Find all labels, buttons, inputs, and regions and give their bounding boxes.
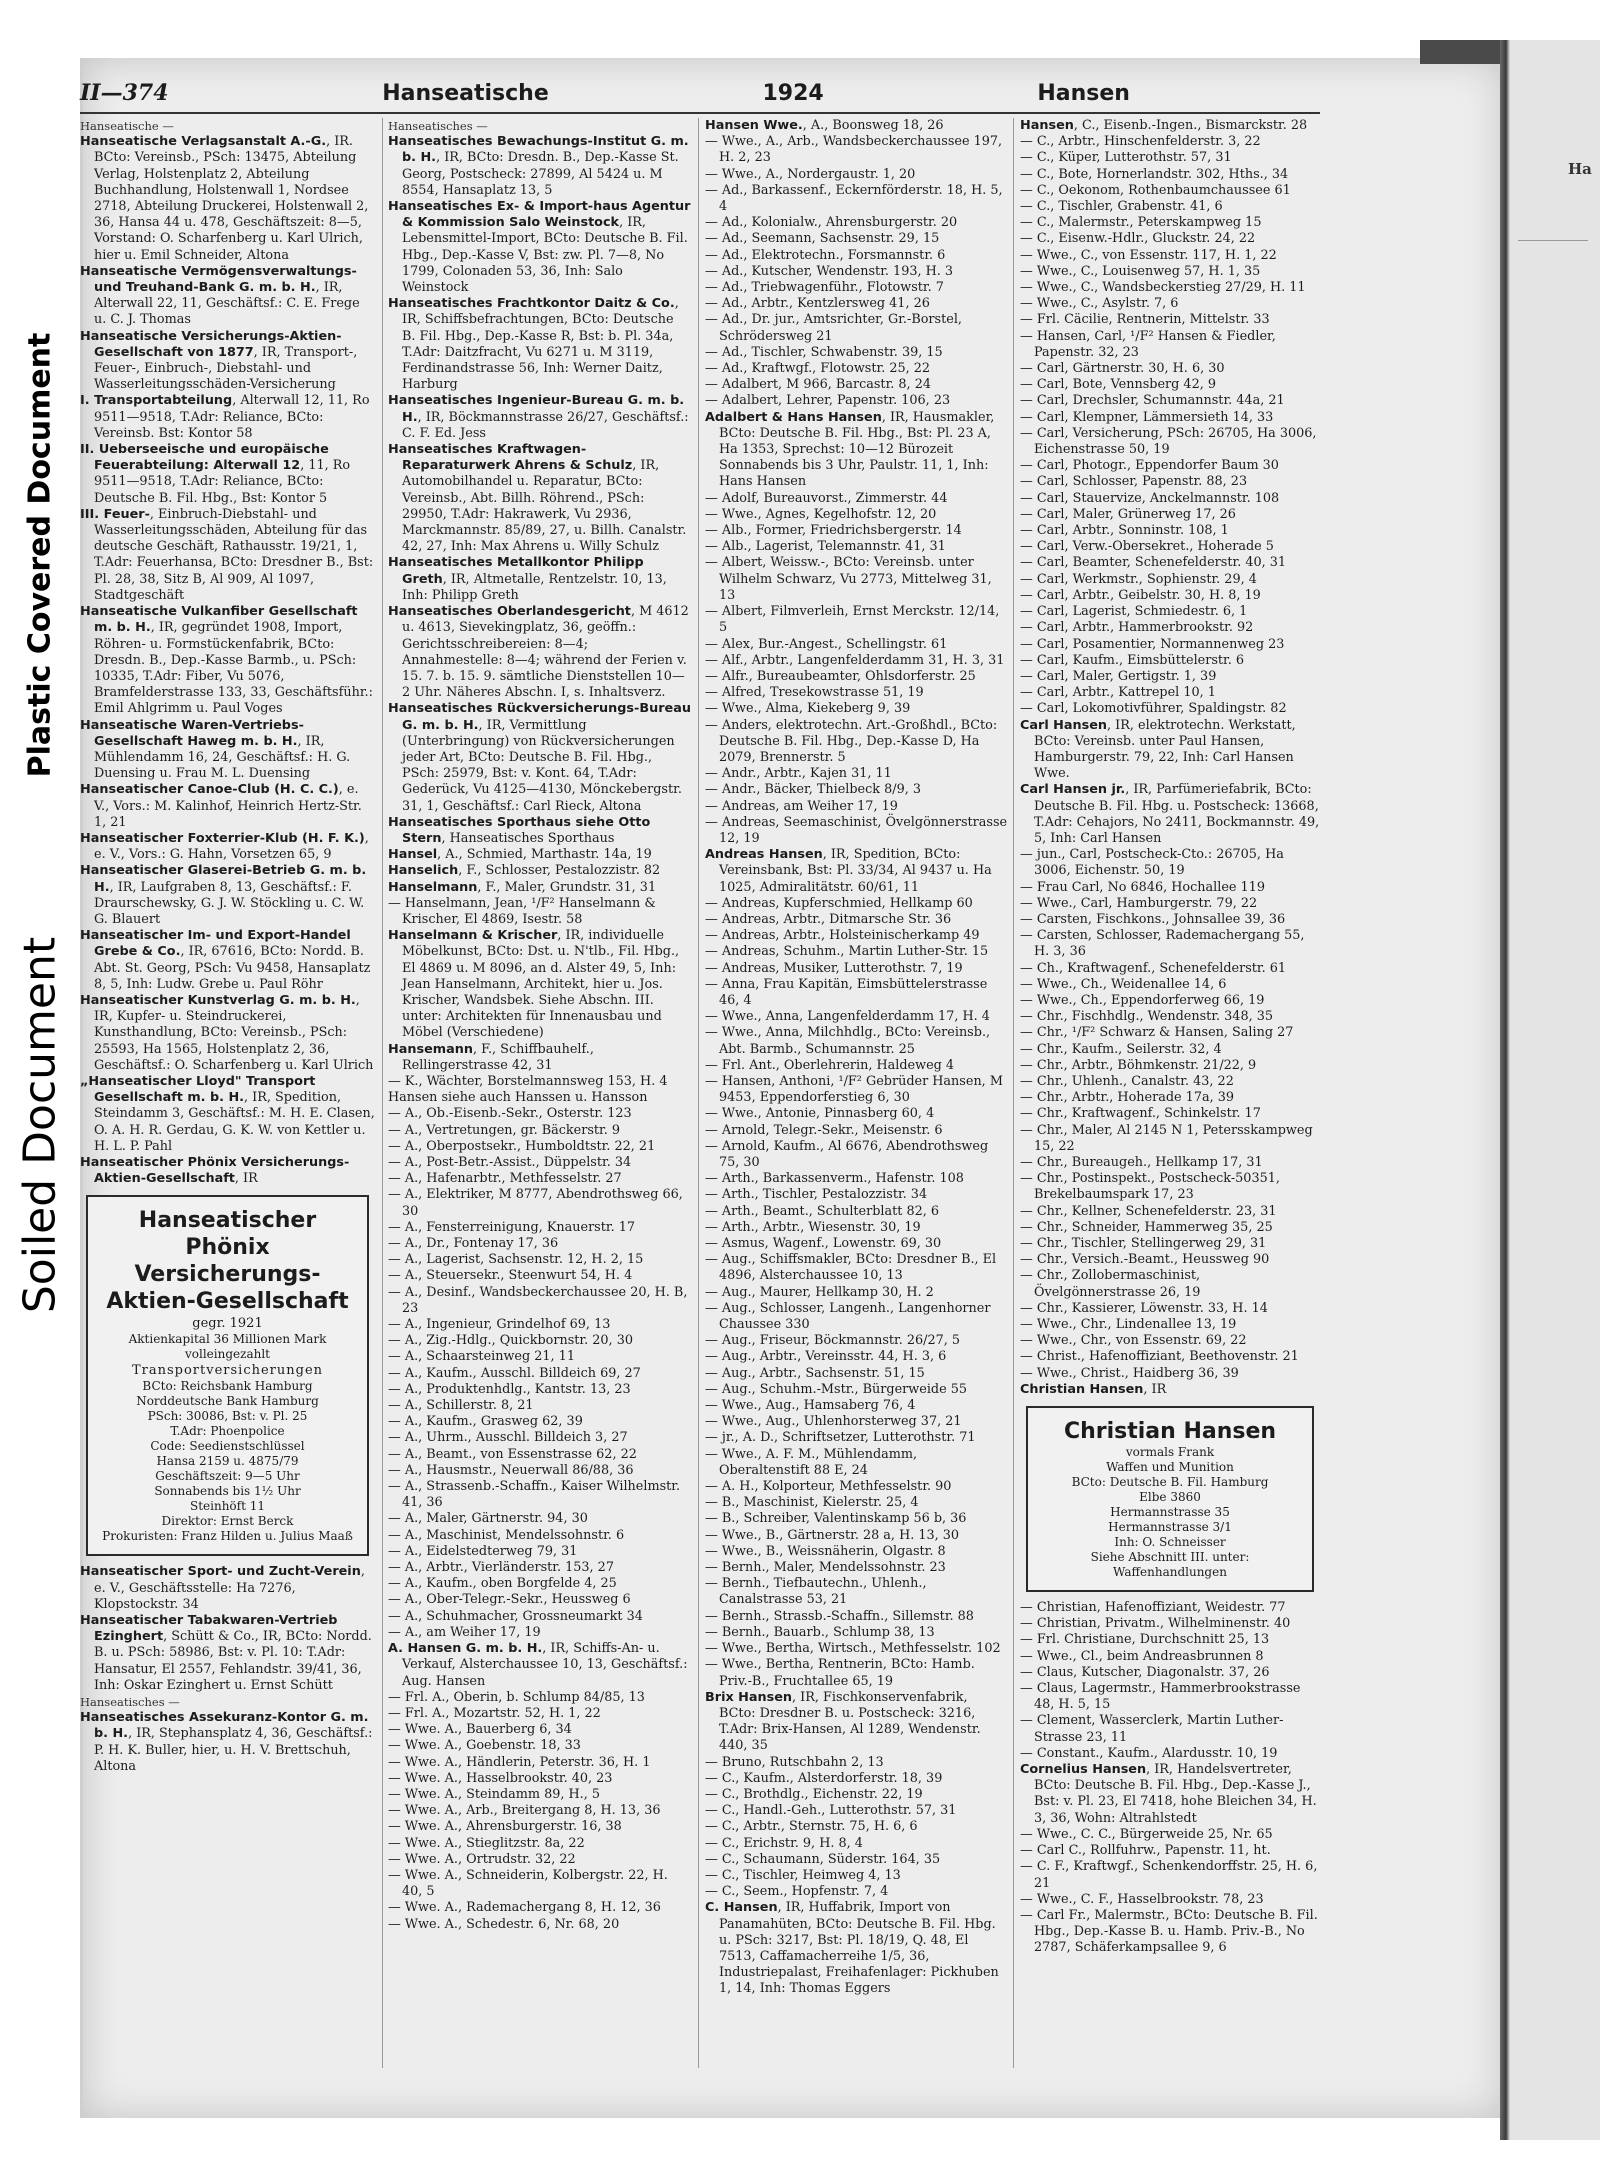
directory-entry: — Andreas, Arbtr., Ditmarsche Str. 36	[705, 911, 952, 927]
directory-entry: — Albert, Weissw.-, BCto: Vereinsb. unter Wilhelm Schwarz, Vu 2773, Mittelweg 31, 13	[705, 555, 992, 603]
directory-entry: C. Hansen, IR, Huffabrik, Import von Panamahüten, BCto: Deutsche B. Fil. Hbg. u. PSch: 3217, Bst: Pl. 18/19, Q. 48, El 7513, Caffamacherreihe 1/5, 36, Industriepalast, Freihafenlager: Pickhuben 1, 14, Inh: Thomas Eggers	[705, 1900, 999, 1997]
directory-entry: — Ad., Arbtr., Kentzlersweg 41, 26	[705, 296, 930, 312]
directory-entry: — Chr., Bureaugeh., Hellkamp 17, 31	[1020, 1155, 1263, 1170]
directory-entry: III. Feuer-, Einbruch-Diebstahl- und Wasserleitungsschäden, Abteilung für das deutsche Geschäft, Rathausstr. 19/21, 1, T.Adr: Feuerhansa, BCto: Dresdner B., Bst: Pl. 28, 38, Sitz B, Al 909, Al 1097, Stadtgeschäft	[80, 506, 374, 603]
directory-entry: Hanseatisches Ingenieur-Bureau G. m. b. H., IR, Böckmannstrasse 26/27, Geschäftsf.: C. F. Ed. Jess	[388, 393, 689, 441]
directory-entry: II. Ueberseeische und europäische Feuerabteilung: Alterwall 12, 11, Ro 9511—9518, T.Adr: Reliance, BCto: Deutsche B. Fil. Hbg., Bst: Kontor 5	[80, 442, 351, 506]
directory-entry: Hanseatisches —	[80, 1695, 180, 1710]
directory-entry: — Christ., Hafenoffiziant, Beethovenstr. 21	[1020, 1349, 1299, 1365]
directory-entry: — Aug., Schuhm.-Mstr., Bürgerweide 55	[705, 1381, 968, 1397]
directory-entry: Hanseatisches Rückversicherungs-Bureau G. m. b. H., IR, Vermittlung (Unterbringung) von Rückversicherungen jeder Art, BCto: Deutsche B. Fil. Hbg., PSch: 25979, Bst: v. Kont. 64, T.Adr: Gederück, Vu 4125—4130, Mönckebergstr. 31, 1, Geschäftsf.: Carl Rieck, Altona	[388, 701, 691, 814]
directory-entry: — Chr., Kraftwagenf., Schinkelstr. 17	[1020, 1106, 1261, 1122]
directory-entry: — Alf., Arbtr., Langenfelderdamm 31, H. 3, 31	[705, 652, 1005, 668]
directory-entry: — Bernh., Strassb.-Schaffn., Sillemstr. 88	[705, 1608, 974, 1624]
christian-hansen-advertisement	[1026, 1406, 1314, 1592]
directory-entry: — Andreas, am Weiher 17, 19	[705, 798, 898, 814]
directory-entry: — C., Oekonom, Rothenbaumchaussee 61	[1020, 182, 1291, 198]
directory-entry: — Bernh., Tiefbautechn., Uhlenh., Canalstrasse 53, 21	[705, 1576, 927, 1608]
directory-entry: — Carsten, Schlosser, Rademachergang 55, H. 3, 36	[1020, 928, 1305, 960]
directory-entry: — Chr., Uhlenh., Canalstr. 43, 22	[1020, 1073, 1234, 1089]
directory-entry: — Carl C., Rollfuhrw., Papenstr. 11, ht.	[1020, 1843, 1271, 1859]
directory-entry: — Andr., Arbtr., Kajen 31, 11	[705, 766, 892, 782]
directory-entry: — C., Handl.-Geh., Lutterothstr. 57, 31	[705, 1803, 957, 1819]
directory-entry: — C. F., Kraftwgf., Schenkendorffstr. 25, H. 6, 21	[1020, 1859, 1318, 1891]
directory-entry: — Arth., Barkassenverm., Hafenstr. 108	[705, 1171, 964, 1187]
directory-entry: — A., Ingenieur, Grindelhof 69, 13	[388, 1317, 611, 1333]
ad-line: T.Adr: Phoenpolice	[170, 1424, 285, 1439]
directory-entry: — Adolf, Bureauvorst., Zimmerstr. 44	[705, 490, 948, 506]
directory-entry: — Andreas, Kupferschmied, Hellkamp 60	[705, 895, 973, 911]
directory-entry: — A., Beamt., von Essenstrasse 62, 22	[388, 1446, 637, 1462]
directory-entry: Hanseatische Vulkanfiber Gesellschaft m. b. H., IR, gegründet 1908, Import, Röhren- u. Formstückenfabrik, BCto: Dresdn. B., Dep.-Kasse Barmb., u. PSch: 10335, T.Adr: Fiber, Vu 5076, Bramfelderstrasse 133, 33, Geschäftsführ.: Emil Ahlgrimm u. Paul Voges	[80, 604, 373, 717]
directory-entry: — Carl, Gärtnerstr. 30, H. 6, 30	[1020, 361, 1225, 377]
directory-entry: — Bernh., Maler, Mendelssohnstr. 23	[705, 1560, 946, 1576]
ad-lines	[96, 1379, 359, 1544]
directory-entry: — Wwe., C., Asylstr. 7, 6	[1020, 296, 1179, 312]
directory-entry: — Chr., Zollobermaschinist, Övelgönnerstrasse 26, 19	[1020, 1268, 1201, 1300]
directory-entry: — Carl, Posamentier, Normannenweg 23	[1020, 636, 1285, 652]
directory-entry: — Ad., Tischler, Schwabenstr. 39, 15	[705, 344, 943, 360]
directory-entry: — Chr., Arbtr., Hoherade 17a, 39	[1020, 1090, 1235, 1106]
directory-entry: — A., Dr., Fontenay 17, 36	[388, 1236, 559, 1252]
ad-line: Hansa 2159 u. 4875/79	[156, 1454, 299, 1469]
column-1-entries-continued	[80, 1564, 375, 1775]
soiled-document-label: Soiled Document	[14, 936, 66, 1314]
directory-entry: — Wwe., B., Gärtnerstr. 28 a, H. 13, 30	[705, 1527, 960, 1543]
column-4-entries-continued	[1020, 1600, 1320, 1956]
directory-entry: Hanseatisches Kraftwagen-Reparaturwerk Ahrens & Schulz, IR, Automobilhandel u. Reparatur, BCto: Vereinsb., Abt. Billh. Röhrend., PSch: 29950, T.Adr: Hakrawerk, Vu 2936, Marckmannstr. 85/89, 27, u. Billh. Canalstr. 42, 27, Inh: Max Ahrens u. Willy Schulz	[388, 442, 687, 555]
directory-entry: — Ch., Kraftwagenf., Schenefelderstr. 61	[1020, 960, 1287, 976]
directory-entry: — Clement, Wasserclerk, Martin Luther-Strasse 23, 11	[1020, 1713, 1284, 1745]
directory-entry: Hanseatisches Ex- & Import-haus Agentur & Kommission Salo Weinstock, IR, Lebensmittel-Import, BCto: Deutsche B. Fil. Hbg., Dep.-Kasse V, Bst: zw. Pl. 7—8, No 1799, Colonaden 53, 36, Inh: Salo Weinstock	[388, 199, 691, 296]
directory-entry: — C., Arbtr., Hinschenfelderstr. 3, 22	[1020, 134, 1261, 150]
directory-entry: — A., Kaufm., Ausschl. Billdeich 69, 27	[388, 1365, 641, 1381]
directory-entry: — A., Hafenarbtr., Methfesselstr. 27	[388, 1171, 622, 1187]
directory-entry: — C., Küper, Lutterothstr. 57, 31	[1020, 150, 1232, 166]
directory-entry: Hanseatischer Canoe-Club (H. C. C.), e. V., Vors.: M. Kalinhof, Heinrich Hertz-Str. 1, 21	[80, 782, 362, 830]
directory-entry: — Anna, Frau Kapitän, Eimsbüttelerstrasse 46, 4	[705, 976, 988, 1008]
directory-entry: Christian Hansen, IR	[1020, 1381, 1167, 1397]
directory-entry: — Wwe., Antonie, Pinnasberg 60, 4	[705, 1106, 935, 1122]
directory-entry: — Hanselmann, Jean, ¹/F² Hanselmann & Krischer, El 4869, Isestr. 58	[388, 895, 656, 927]
directory-entry: — Arth., Beamt., Schulterblatt 82, 6	[705, 1203, 940, 1219]
directory-entry: — C., Brothdlg., Eichenstr. 22, 19	[705, 1786, 923, 1802]
directory-entry: — Asmus, Wagenf., Lowenstr. 69, 30	[705, 1236, 942, 1252]
side-labels	[0, 0, 80, 2177]
directory-entry: — A., Kaufm., oben Borgfelde 4, 25	[388, 1576, 617, 1592]
directory-entry: — Aug., Arbtr., Sachsenstr. 51, 15	[705, 1365, 925, 1381]
directory-entry: — Chr., Arbtr., Böhmkenstr. 21/22, 9	[1020, 1057, 1257, 1073]
directory-entry: — A., Desinf., Wandsbeckerchaussee 20, H. B, 23	[388, 1284, 688, 1316]
column-4	[1020, 118, 1320, 2078]
ad-capital: Aktienkapital 36 Millionen Mark volleingezahlt	[128, 1332, 327, 1362]
directory-entry: — A. H., Kolporteur, Methfesselstr. 90	[705, 1479, 952, 1495]
directory-entry: — Arnold, Telegr.-Sekr., Meisenstr. 6	[705, 1122, 943, 1138]
directory-entry: — Christian, Hafenoffiziant, Weidestr. 77	[1020, 1600, 1286, 1616]
ad-line: Steinhöft 11	[189, 1499, 265, 1514]
directory-entry: — Carl, Kaufm., Eimsbüttelerstr. 6	[1020, 652, 1245, 668]
directory-entry: — Carl, Schlosser, Papenstr. 88, 23	[1020, 474, 1248, 490]
directory-entry: — Arth., Arbtr., Wiesenstr. 30, 19	[705, 1219, 921, 1235]
directory-entry: — Andreas, Schuhm., Martin Luther-Str. 15	[705, 944, 989, 960]
directory-entry: — A., Steuersekr., Steenwurt 54, H. 4	[388, 1268, 633, 1284]
ad-line: Prokuristen: Franz Hilden u. Julius Maaß	[102, 1529, 353, 1544]
next-page-edge	[1500, 40, 1600, 2140]
directory-entry: — Carl, Versicherung, PSch: 26705, Ha 3006, Eichenstrasse 50, 19	[1020, 425, 1317, 458]
directory-entry: — Alfr., Bureaubeamter, Ohlsdorferstr. 25	[705, 668, 976, 684]
directory-entry: — Arth., Tischler, Pestalozzistr. 34	[705, 1187, 928, 1203]
directory-entry: — Wwe., Cl., beim Andreasbrunnen 8	[1020, 1648, 1264, 1664]
directory-entry: — Frl. A., Mozartstr. 52, H. 1, 22	[388, 1705, 601, 1721]
column-2-entries	[388, 118, 691, 1933]
directory-entry: Hanseatisches Bewachungs-Institut G. m. b. H., IR, BCto: Dresdn. B., Dep.-Kasse St. Georg, Postscheck: 27899, Al 5424 u. M 8554, Hansaplatz 13, 5	[388, 134, 689, 198]
directory-entry: Hanseatische Waren-Vertriebs-Gesellschaft Haweg m. b. H., IR, Mühlendamm 16, 24, Geschäftsf.: H. G. Duensing u. Frau M. L. Duensing	[80, 717, 351, 782]
directory-entry: Carl Hansen, IR, elektrotechn. Werkstatt, BCto: Vereinsb. unter Paul Hansen, Hamburgerstr. 79, 22, Inh: Carl Hansen Wwe.	[1020, 717, 1296, 782]
directory-entry: — B., Schreiber, Valentinskamp 56 b, 36	[705, 1511, 967, 1527]
directory-entry: — Wwe., A. F. M., Mühlendamm, Oberaltenstift 88 E, 24	[705, 1446, 918, 1478]
directory-entry: — Wwe., Alma, Kiekeberg 9, 39	[705, 701, 911, 717]
directory-entry: — C., Tischler, Heimweg 4, 13	[705, 1867, 901, 1883]
directory-entry: — A., Elektriker, M 8777, Abendrothsweg 66, 30	[388, 1187, 683, 1219]
directory-entry: — Bernh., Bauarb., Schlump 38, 13	[705, 1624, 935, 1640]
directory-entry: — Carl, Maler, Gertigstr. 1, 39	[1020, 668, 1217, 684]
directory-entry: — Wwe., C., Louisenweg 57, H. 1, 35	[1020, 263, 1261, 279]
directory-entry: Cornelius Hansen, IR, Handelsvertreter, BCto: Deutsche B. Fil. Hbg., Dep.-Kasse J., Bst: v. Pl. 23, El 7418, hohe Bleichen 34, H. 3, 36, Wohn: Altrahlstedt	[1020, 1762, 1317, 1826]
directory-entry: Hanseatischer Tabakwaren-Vertrieb Ezinghert, Schütt & Co., IR, BCto: Nordd. B. u. PSch: 58986, Bst: v. Pl. 10: T.Adr: Hansatur, El 2557, Fehlandstr. 39/41, 36, Inh: Oskar Ezinghert u. Ernst Schütt	[80, 1613, 372, 1693]
directory-entry: — A., Post-Betr.-Assist., Düppelstr. 34	[388, 1155, 632, 1170]
directory-entry: — Wwe., C., Wandsbeckerstieg 27/29, H. 11	[1020, 280, 1306, 296]
directory-entry: — Frl. Christiane, Durchschnitt 25, 13	[1020, 1632, 1270, 1648]
column-divider	[1013, 118, 1014, 2068]
directory-entry: Hanseatisches Sporthaus siehe Otto Stern, Hanseatisches Sporthaus	[388, 814, 651, 846]
directory-entry: Hanseatische —	[80, 119, 174, 133]
directory-entry: A. Hansen G. m. b. H., IR, Schiffs-An- u. Verkauf, Alsterchaussee 10, 13, Geschäftsf.: Aug. Hansen	[388, 1641, 688, 1689]
plastic-covered-label: Plastic Covered Document	[22, 332, 58, 778]
directory-entry: — Wwe., C. F., Hasselbrookstr. 78, 23	[1020, 1891, 1264, 1907]
ad-line: BCto: Reichsbank Hamburg	[142, 1379, 313, 1394]
ad-line: PSch: 30086, Bst: v. Pl. 25	[147, 1409, 308, 1424]
directory-entry: — C., Eisenw.-Hdlr., Gluckstr. 24, 22	[1020, 231, 1256, 247]
directory-entry: Hanseatisches Assekuranz-Kontor G. m. b. H., IR, Stephansplatz 4, 36, Geschäftsf.: P. H. K. Buller, hier, u. H. V. Brettschuh, Altona	[80, 1710, 373, 1774]
directory-entry: I. Transportabteilung, Alterwall 12, 11, Ro 9511—9518, T.Adr: Reliance, BCto: Vereinsb. Bst: Kontor 58	[80, 393, 370, 441]
page-header	[80, 80, 1130, 106]
directory-entry: — Wwe. A., Rademachergang 8, H. 12, 36	[388, 1900, 661, 1916]
directory-entry: — A., Produktenhdlg., Kantstr. 13, 23	[388, 1381, 631, 1397]
header-left-word: Hanseatische	[382, 81, 549, 106]
ad-title: Hanseatischer Phönix Versicherungs-Aktien-Gesellschaft	[106, 1208, 349, 1315]
directory-entry: — A., Schillerstr. 8, 21	[388, 1398, 534, 1414]
directory-entry: — Wwe., Bertha, Rentnerin, BCto: Hamb. Priv.-B., Fruchtallee 65, 19	[705, 1657, 975, 1689]
directory-entry: — Ad., Kutscher, Wendenstr. 193, H. 3	[705, 263, 954, 279]
directory-entry: — Bruno, Rutschbahn 2, 13	[705, 1754, 884, 1770]
directory-entry: — Carl, Werkmstr., Sophienstr. 29, 4	[1020, 571, 1257, 587]
directory-entry: — Wwe., Ch., Weidenallee 14, 6	[1020, 976, 1227, 992]
directory-entry: — A., Schaarsteinweg 21, 11	[388, 1349, 575, 1365]
directory-entry: — Chr., Maler, Al 2145 N 1, Petersskampweg 15, 22	[1020, 1122, 1313, 1154]
directory-entry: — Ad., Triebwagenführ., Flotowstr. 7	[705, 280, 944, 296]
directory-entry: — Ad., Elektrotechn., Forsmannstr. 6	[705, 247, 946, 263]
directory-entry: — C., Erichstr. 9, H. 8, 4	[705, 1835, 863, 1851]
directory-entry: — Carl, Arbtr., Geibelstr. 30, H. 8, 19	[1020, 587, 1261, 603]
ad2-lines	[1036, 1445, 1304, 1580]
next-page-peek: Ha	[1568, 160, 1592, 178]
directory-entry: Hansen, C., Eisenb.-Ingen., Bismarckstr. 28	[1020, 118, 1308, 133]
directory-entry: — Ad., Dr. jur., Amtsrichter, Gr.-Borstel, Schrödersweg 21	[705, 312, 962, 344]
directory-entry: — C., Arbtr., Sternstr. 75, H. 6, 6	[705, 1819, 918, 1835]
directory-entry: — C., Schaumann, Süderstr. 164, 35	[705, 1851, 941, 1867]
ad-kind: Transportversicherungen	[131, 1363, 324, 1379]
directory-entry: Hanseatisches Frachtkontor Daitz & Co., IR, Schiffsbefrachtungen, BCto: Deutsche B. Fil. Hbg., Dep.-Kasse R, Bst: b. Pl. 34a, T.Adr: Daitzfracht, Vu 6271 u. M 3119, Ferdinandstrasse 56, Inh: Werner Daitz, Harburg	[388, 296, 679, 393]
directory-entry: — Wwe., Christ., Haidberg 36, 39	[1020, 1365, 1239, 1381]
ad-founded: gegr. 1921	[192, 1316, 263, 1332]
directory-entry: — Ad., Kraftwgf., Flotowstr. 25, 22	[705, 361, 931, 377]
directory-entry: — Chr., Kaufm., Seilerstr. 32, 4	[1020, 1041, 1222, 1057]
directory-entry: — Wwe. A., Goebenstr. 18, 33	[388, 1738, 581, 1754]
ad-line: Code: Seedienstschlüssel	[150, 1439, 305, 1454]
directory-entry: Hansel, A., Schmied, Marthastr. 14a, 19	[388, 847, 652, 863]
column-divider	[698, 118, 699, 2068]
directory-entry: — A., Schuhmacher, Grossneumarkt 34	[388, 1608, 643, 1624]
directory-entry: — A., Lagerist, Sachsenstr. 12, H. 2, 15	[388, 1252, 644, 1268]
directory-entry: — jr., A. D., Schriftsetzer, Lutterothstr. 71	[705, 1430, 976, 1446]
directory-entry: — Wwe., Anna, Milchhdlg., BCto: Vereinsb., Abt. Barmb., Schumannstr. 25	[705, 1025, 991, 1057]
directory-entry: Hansemann, F., Schiffbauhelf., Rellingerstrasse 42, 31	[388, 1041, 594, 1073]
directory-entry: — Wwe., C. C., Bürgerweide 25, Nr. 65	[1020, 1826, 1273, 1842]
directory-entry: — C., Kaufm., Alsterdorferstr. 18, 39	[705, 1770, 943, 1786]
directory-entry: — Alb., Former, Friedrichsbergerstr. 14	[705, 523, 962, 539]
directory-entry: Hanselmann, F., Maler, Grundstr. 31, 31	[388, 879, 657, 895]
directory-entry: — Frl. Cäcilie, Rentnerin, Mittelstr. 33	[1020, 312, 1270, 328]
directory-entry: — A., Kaufm., Grasweg 62, 39	[388, 1414, 583, 1430]
directory-entry: — B., Maschinist, Kielerstr. 25, 4	[705, 1495, 919, 1511]
directory-entry: — Wwe. A., Händlerin, Peterstr. 36, H. 1	[388, 1754, 651, 1770]
directory-entry: — Carl, Verw.-Obersekret., Hoherade 5	[1020, 539, 1274, 555]
directory-entry: „Hanseatischer Lloyd" Transport Gesellschaft m. b. H., IR, Spedition, Steindamm 3, Geschäftsf.: M. H. E. Clasen, O. A. H. R. Gerdau, G. K. W. von Kettler u. H. L. P. Pahl	[80, 1073, 375, 1154]
directory-entry: — Wwe., Bertha, Wirtsch., Methfesselstr. 102	[705, 1641, 1001, 1657]
directory-entry: Hanseatische Vermögensverwaltungs- und Treuhand-Bank G. m. b. H., IR, Alterwall 22, 11, Geschäftsf.: C. E. Frege u. C. J. Thomas	[80, 263, 360, 328]
directory-entry: Hanseatisches Oberlandesgericht, M 4612 u. 4613, Sievekingplatz, 36, geöffn.: Gerichtsschreibereien: 8—4; Annahmestelle: 8—4; während der Ferien v. 15. 7. b. 15. 9. sämtliche Dienststellen 10—2 Uhr. Näheres Abschn. I, s. Inhaltsverz.	[388, 604, 689, 701]
directory-entry: — Andreas, Seemaschinist, Övelgönnerstrasse 12, 19	[705, 814, 1008, 846]
directory-entry: — Wwe., Aug., Hamsaberg 76, 4	[705, 1398, 916, 1414]
column-3-entries	[705, 118, 1008, 1998]
directory-entry: — Wwe., A., Nordergaustr. 1, 20	[705, 166, 916, 182]
directory-entry: — Adalbert, Lehrer, Papenstr. 106, 23	[705, 393, 951, 409]
directory-entry: — Wwe., C., von Essenstr. 117, H. 1, 22	[1020, 247, 1277, 263]
column-2	[388, 118, 691, 2078]
column-1-entries	[80, 118, 375, 1187]
directory-entry: — Ad., Kolonialw., Ahrensburgerstr. 20	[705, 215, 958, 231]
directory-entry: — Chr., Postinspekt., Postscheck-50351, Brekelbaumspark 17, 23	[1020, 1171, 1280, 1203]
directory-entry: Hanseatische Versicherungs-Aktien-Gesellschaft von 1877, IR, Transport-, Feuer-, Einbruch-, Diebstahl- und Wasserleitungsschäden-Versicherung	[80, 328, 358, 393]
directory-entry: — A., Fensterreinigung, Knauerstr. 17	[388, 1219, 636, 1235]
directory-entry: — Wwe., Aug., Uhlenhorsterweg 37, 21	[705, 1414, 962, 1430]
ad-line: Geschäftszeit: 9—5 Uhr	[155, 1469, 300, 1484]
ad-line: vormals Frank	[1125, 1445, 1215, 1460]
directory-entry: — C., Tischler, Grabenstr. 41, 6	[1020, 199, 1223, 215]
directory-entry: — Chr., Schneider, Hammerweg 35, 25	[1020, 1219, 1273, 1235]
directory-entry: — Wwe., A., Arb., Wandsbeckerchaussee 197, H. 2, 23	[705, 134, 1003, 166]
directory-entry: — Albert, Filmverleih, Ernst Merckstr. 12/14, 5	[705, 604, 1000, 636]
directory-entry: — Arnold, Kaufm., Al 6676, Abendrothsweg 75, 30	[705, 1138, 989, 1170]
directory-entry: Hanseatischer Glaserei-Betrieb G. m. b. H., IR, Laufgraben 8, 13, Geschäftsf.: F. Draurschewsky, G. J. W. Stöckling u. C. W. G. Blauert	[80, 863, 367, 927]
directory-entry: — A., am Weiher 17, 19	[388, 1624, 541, 1640]
directory-entry: — Carl, Maler, Grünerweg 17, 26	[1020, 506, 1236, 522]
directory-entry: Andreas Hansen, IR, Spedition, BCto: Vereinsbank, Bst: Pl. 33/34, Al 9437 u. Ha 1025, Admiralitätstr. 60/61, 11	[705, 847, 992, 895]
directory-entry: — Chr., ¹/F² Schwarz & Hansen, Saling 27	[1020, 1025, 1294, 1041]
directory-entry: — Aug., Schiffsmakler, BCto: Dresdner B., El 4896, Alsterchaussee 10, 13	[705, 1252, 997, 1284]
directory-entry: — Aug., Friseur, Böckmannstr. 26/27, 5	[705, 1333, 961, 1349]
directory-entry: — Wwe. A., Schedestr. 6, Nr. 68, 20	[388, 1916, 620, 1932]
directory-entry: Hanseatischer Phönix Versicherungs-Aktien-Gesellschaft, IR	[80, 1155, 350, 1187]
directory-entry: — C., Seem., Hopfenstr. 7, 4	[705, 1884, 889, 1900]
header-rule	[80, 112, 1320, 114]
directory-entry: — Carl, Photogr., Eppendorfer Baum 30	[1020, 458, 1279, 474]
directory-entry: — A., Vertretungen, gr. Bäckerstr. 9	[388, 1122, 621, 1138]
directory-entry: — Aug., Arbtr., Vereinsstr. 44, H. 3, 6	[705, 1349, 947, 1365]
directory-entry: — Wwe. A., Schneiderin, Kolbergstr. 22, H. 40, 5	[388, 1867, 668, 1900]
ad-line: Hermannstrasse 35	[1110, 1505, 1230, 1520]
directory-entry: — Wwe. A., Stieglitzstr. 8a, 22	[388, 1835, 585, 1851]
ad-line: Sonnabends bis 1½ Uhr	[154, 1484, 301, 1499]
directory-entry: — A., Ob.-Eisenb.-Sekr., Osterstr. 123	[388, 1106, 632, 1122]
directory-entry: Hanseatischer Foxterrier-Klub (H. F. K.), e. V., Vors.: G. Hahn, Vorsetzen 65, 9	[80, 830, 369, 863]
ad-line: Direktor: Ernst Berck	[161, 1514, 294, 1529]
directory-entry: — Adalbert, M 966, Barcastr. 8, 24	[705, 377, 931, 393]
directory-entry: — Wwe. A., Ortrudstr. 32, 22	[388, 1851, 576, 1867]
directory-entry: Hanselich, F., Schlosser, Pestalozzistr. 82	[388, 863, 661, 879]
column-divider	[382, 118, 383, 2068]
column-4-entries	[1020, 118, 1320, 1398]
directory-entry: — Wwe. A., Arb., Breitergang 8, H. 13, 36	[388, 1803, 661, 1819]
ad-line: Norddeutsche Bank Hamburg	[136, 1394, 319, 1409]
directory-entry: — Wwe. A., Steindamm 89, H., 5	[388, 1786, 601, 1802]
ad-line: Siehe Abschnitt III. unter: Waffenhandlungen	[1090, 1550, 1250, 1580]
directory-entry: — Wwe., Agnes, Kegelhofstr. 12, 20	[705, 506, 937, 522]
header-year: 1924	[762, 81, 824, 106]
directory-entry: — Wwe., Ch., Eppendorferweg 66, 19	[1020, 992, 1265, 1008]
column-1	[80, 118, 375, 2078]
directory-entry: — A., Maler, Gärtnerstr. 94, 30	[388, 1511, 588, 1527]
directory-entry: — A., Oberpostsekr., Humboldtstr. 22, 21	[388, 1138, 656, 1154]
directory-entry: — A., Eidelstedterweg 79, 31	[388, 1543, 578, 1559]
directory-entry: — Claus, Lagermstr., Hammerbrookstrasse 48, H. 5, 15	[1020, 1681, 1301, 1713]
directory-entry: — Wwe. A., Hasselbrookstr. 40, 23	[388, 1770, 613, 1786]
directory-entry: — Carl Fr., Malermstr., BCto: Deutsche B. Fil. Hbg., Dep.-Kasse B. u. Hamb. Priv.-B., No 2787, Schäferkampsallee 9, 6	[1020, 1907, 1318, 1956]
directory-entry: — A., Uhrm., Ausschl. Billdeich 3, 27	[388, 1430, 628, 1446]
directory-entry: — Aug., Schlosser, Langenh., Langenhorner Chaussee 330	[705, 1300, 991, 1333]
directory-entry: Carl Hansen jr., IR, Parfümeriefabrik, BCto: Deutsche B. Fil. Hbg. u. Postscheck: 13668, T.Adr: Cehajors, No 2411, Bockmannstr. 49, 5, Inh: Carl Hansen	[1020, 782, 1320, 846]
directory-entry: — Chr., Kellner, Schenefelderstr. 23, 31	[1020, 1203, 1277, 1219]
directory-entry: Hanseatische Verlagsanstalt A.-G., IR. BCto: Vereinsb., PSch: 13475, Abteilung Verlag, Holstenplatz 2, Abteilung Buchhandlung, Holstenwall 1, Nordsee 2718, Abteilung Druckerei, Holstenwall 2, 36, Hansa 44 u. 478, Geschäftszeit: 8—5, Vorstand: O. Scharfenberg u. Karl Ulrich, hier u. Emil Schneider, Altona	[80, 134, 369, 263]
directory-entry: Adalbert & Hans Hansen, IR, Hausmakler, BCto: Deutsche B. Fil. Hbg., Bst: Pl. 23 A, Ha 1353, Sprechst: 10—12 Bürozeit Sonnabends bis 3 Uhr, Paulstr. 11, 1, Inh: Hans Hansen	[705, 409, 995, 490]
directory-entry: — Wwe., B., Weissnäherin, Olgastr. 8	[705, 1543, 946, 1559]
directory-entry: — A., Ober-Telegr.-Sekr., Heussweg 6	[388, 1592, 631, 1608]
directory-entry: — Andreas, Musiker, Lutterothstr. 7, 19	[705, 960, 963, 976]
directory-entry: — C., Malermstr., Peterskampweg 15	[1020, 215, 1262, 231]
directory-entry: — Alfred, Tresekowstrasse 51, 19	[705, 685, 924, 701]
ad-line: Inh: O. Schneisser	[1114, 1535, 1226, 1550]
directory-entry: — Hansen, Carl, ¹/F² Hansen & Fiedler, Papenstr. 32, 23	[1020, 328, 1276, 360]
directory-entry: — Alex, Bur.-Angest., Schellingstr. 61	[705, 636, 948, 652]
directory-entry: — Christian, Privatm., Wilhelminenstr. 40	[1020, 1616, 1291, 1632]
ad2-title: Christian Hansen	[1063, 1419, 1277, 1445]
directory-entry: Hanseatischer Sport- und Zucht-Verein, e. V., Geschäftsstelle: Ha 7276, Klopstockstr. 34	[80, 1564, 365, 1612]
directory-entry: — Claus, Kutscher, Diagonalstr. 37, 26	[1020, 1664, 1270, 1680]
directory-entry: — Frl. Ant., Oberlehrerin, Haldeweg 4	[705, 1057, 955, 1073]
directory-entry: — A., Hausmstr., Neuerwall 86/88, 36	[388, 1462, 634, 1478]
directory-entry: — Wwe., Chr., Lindenallee 13, 19	[1020, 1317, 1237, 1333]
directory-entry: — Carl, Arbtr., Sonninstr. 108, 1	[1020, 523, 1229, 539]
directory-entry: — Hansen, Anthoni, ¹/F² Gebrüder Hansen, M 9453, Eppendorferstieg 6, 30	[705, 1073, 1003, 1106]
directory-entry: — Wwe., Chr., von Essenstr. 69, 22	[1020, 1333, 1247, 1349]
directory-entry: — Aug., Maurer, Hellkamp 30, H. 2	[705, 1284, 934, 1300]
directory-entry: — Andreas, Arbtr., Holsteinischerkamp 49	[705, 928, 980, 944]
directory-entry: — Carsten, Fischkons., Johnsallee 39, 36	[1020, 911, 1286, 927]
directory-entry: — A., Maschinist, Mendelssohnstr. 6	[388, 1527, 625, 1543]
column-3	[705, 118, 1008, 2078]
directory-entry: — jun., Carl, Postscheck-Cto.: 26705, Ha 3006, Eichenstr. 50, 19	[1020, 847, 1284, 879]
directory-entry: — Wwe. A., Bauerberg 6, 34	[388, 1722, 572, 1738]
directory-entry: — Chr., Tischler, Stellingerweg 29, 31	[1020, 1236, 1267, 1252]
directory-entry: — Chr., Kassierer, Löwenstr. 33, H. 14	[1020, 1300, 1268, 1316]
directory-entry: — Wwe., Anna, Langenfelderdamm 17, H. 4	[705, 1009, 990, 1025]
page-number: II—374	[80, 80, 169, 106]
directory-entry: — Wwe., Carl, Hamburgerstr. 79, 22	[1020, 895, 1258, 911]
directory-entry: — Carl, Beamter, Schenefelderstr. 40, 31	[1020, 555, 1287, 571]
phoenix-advertisement	[86, 1195, 369, 1556]
directory-entry: — A., Strassenb.-Schaffn., Kaiser Wilhelmstr. 41, 36	[388, 1479, 681, 1511]
directory-entry: — Anders, elektrotechn. Art.-Großhdl., BCto: Deutsche B. Fil. Hbg., Dep.-Kasse D, Ha 2079, Brennerstr. 5	[705, 717, 998, 765]
ad-line: BCto: Deutsche B. Fil. Hamburg	[1071, 1475, 1269, 1490]
directory-entry: — Frl. A., Oberin, b. Schlump 84/85, 13	[388, 1689, 645, 1705]
directory-entry: Hansen siehe auch Hanssen u. Hansson	[388, 1090, 648, 1106]
directory-entry: — Chr., Fischhdlg., Wendenstr. 348, 35	[1020, 1009, 1274, 1025]
directory-entry: — Alb., Lagerist, Telemannstr. 41, 31	[705, 539, 946, 555]
directory-entry: — Carl, Stauervize, Anckelmannstr. 108	[1020, 490, 1280, 506]
directory-entry: — Constant., Kaufm., Alardusstr. 10, 19	[1020, 1745, 1278, 1761]
directory-entry: — Ad., Barkassenf., Eckernförderstr. 18, H. 5, 4	[705, 182, 1003, 215]
directory-entry: Hansen Wwe., A., Boonsweg 18, 26	[705, 118, 944, 133]
directory-entry: — Carl, Lokomotivführer, Spaldingstr. 82	[1020, 701, 1287, 717]
directory-entry: — A., Zig.-Hdlg., Quickbornstr. 20, 30	[388, 1333, 633, 1349]
directory-entry: — Carl, Drechsler, Schumannstr. 44a, 21	[1020, 393, 1285, 409]
header-right-word: Hansen	[1037, 81, 1130, 106]
directory-entry: Hanseatischer Kunstverlag G. m. b. H., IR, Kupfer- u. Steindruckerei, Kunsthandlung, BCto: Vereinsb., PSch: 25593, Ha 1565, Holstenplatz 2, 36, Geschäftsf.: O. Scharfenberg u. Karl Ulrich	[80, 992, 374, 1073]
directory-entry: Hanselmann & Krischer, IR, individuelle Möbelkunst, BCto: Dst. u. N'tlb., Fil. Hbg., El 4869 u. M 8096, an d. Alster 49, 5, Inh: Jean Hanselmann, Architekt, hier u. Jos. Krischer, Wandsbek. Siehe Abschn. III. unter: Architekten für Innenausbau und Möbel (Verschiedene)	[388, 928, 680, 1041]
directory-entry: — C., Bote, Hornerlandstr. 302, Hths., 34	[1020, 166, 1289, 182]
ad-line: Hermannstrasse 3/1	[1108, 1520, 1232, 1535]
directory-entry: — Ad., Seemann, Sachsenstr. 29, 15	[705, 231, 940, 247]
ad-line: Waffen und Munition	[1106, 1460, 1234, 1475]
directory-entry: — Andr., Bäcker, Thielbeck 8/9, 3	[705, 782, 921, 798]
directory-entry: — Carl, Klempner, Lämmersieth 14, 33	[1020, 409, 1274, 425]
directory-entry: — A., Arbtr., Vierländerstr. 153, 27	[388, 1560, 614, 1576]
directory-entry: — K., Wächter, Borstelmannsweg 153, H. 4	[388, 1073, 668, 1089]
directory-entry: Hanseatischer Im- und Export-Handel Grebe & Co., IR, 67616, BCto: Nordd. B. Abt. St. Georg, PSch: Vu 9458, Hansaplatz 8, 5, Inh: Ludw. Grebe u. Paul Röhr	[80, 928, 371, 992]
directory-entry: — Carl, Arbtr., Hammerbrookstr. 92	[1020, 620, 1254, 636]
directory-entry: Brix Hansen, IR, Fischkonservenfabrik, BCto: Dresdner B. u. Postscheck: 3216, T.Adr: Brix-Hansen, Al 1289, Wendenstr. 440, 35	[705, 1689, 981, 1754]
ad-line: Elbe 3860	[1139, 1490, 1201, 1505]
directory-entry: — Carl, Bote, Vennsberg 42, 9	[1020, 377, 1216, 393]
directory-entry: — Frau Carl, No 6846, Hochallee 119	[1020, 879, 1265, 895]
directory-entry: Hanseatisches Metallkontor Philipp Greth, IR, Altmetalle, Rentzelstr. 10, 13, Inh: Philipp Greth	[388, 555, 667, 603]
directory-entry: — Chr., Versich.-Beamt., Heussweg 90	[1020, 1252, 1270, 1268]
directory-entry: — Carl, Lagerist, Schmiedestr. 6, 1	[1020, 604, 1248, 620]
directory-entry: Hanseatisches —	[388, 119, 488, 133]
directory-entry: — Wwe. A., Ahrensburgerstr. 16, 38	[388, 1819, 622, 1835]
directory-entry: — Carl, Arbtr., Kattrepel 10, 1	[1020, 685, 1216, 701]
